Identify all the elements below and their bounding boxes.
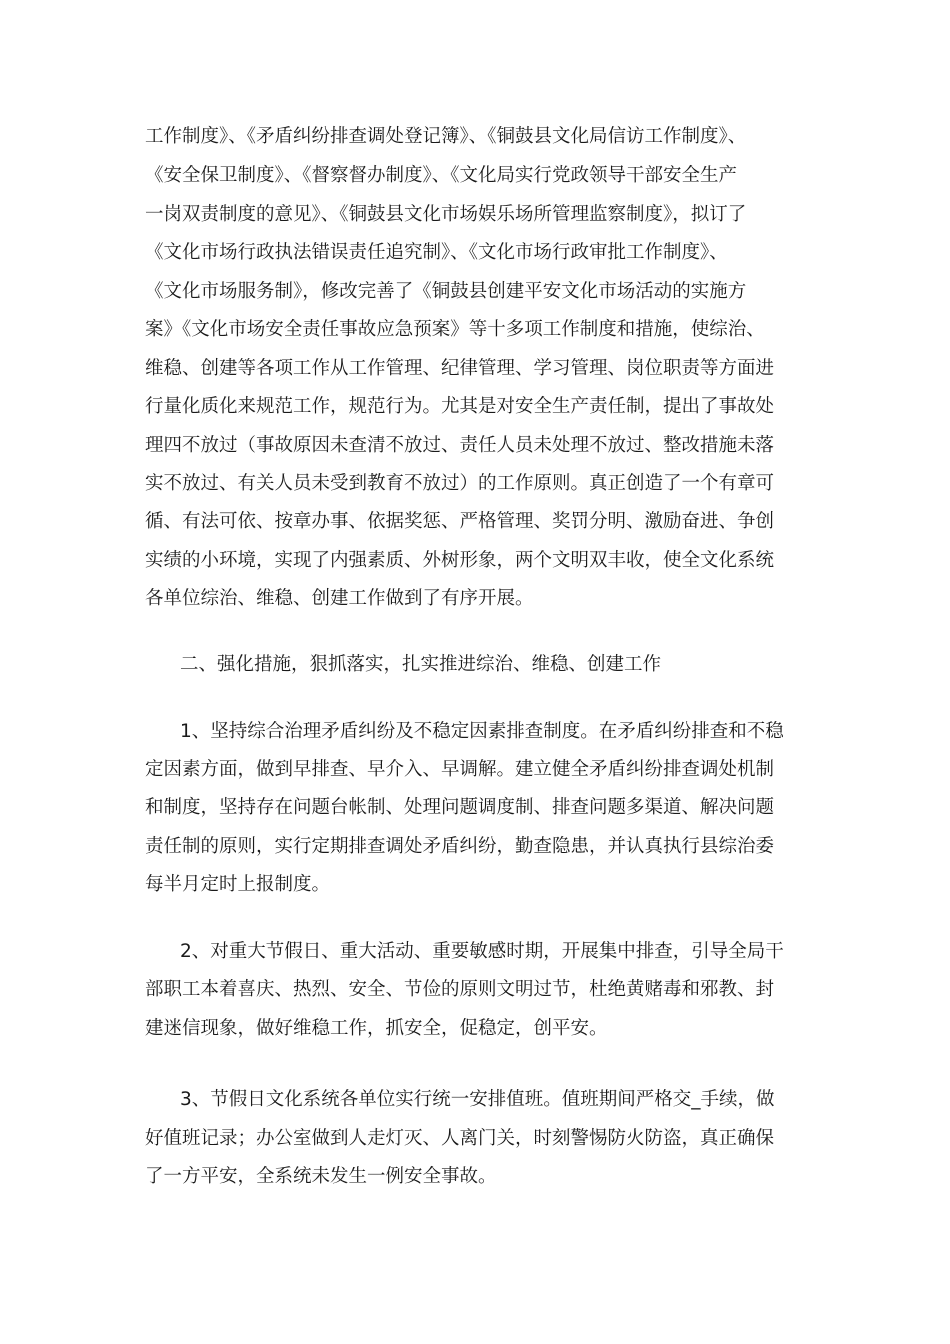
text-line: 《文化市场行政执法错误责任追究制》、《文化市场行政审批工作制度》、 <box>145 242 728 263</box>
text-line: 行量化质化来规范工作，规范行为。尤其是对安全生产责任制，提出了事故处 <box>145 396 775 417</box>
text-line: 责任制的原则，实行定期排查调处矛盾纠纷，勤查隐患，并认真执行县综治委 <box>145 836 775 857</box>
text-line: 好值班记录；办公室做到人走灯灭、人离门关，时刻警惕防火防盗，真正确保 <box>145 1128 775 1149</box>
text-line: 部职工本着喜庆、热烈、安全、节俭的原则文明过节，杜绝黄赌毒和邪教、封 <box>145 979 775 1000</box>
text-line: 3、节假日文化系统各单位实行统一安排值班。值班期间严格交_手续，做 <box>180 1089 775 1110</box>
text-line: 建迷信现象，做好维稳工作，抓安全，促稳定，创平安。 <box>145 1018 608 1039</box>
text-line: 维稳、创建等各项工作从工作管理、纪律管理、学习管理、岗位职责等方面进 <box>145 358 775 379</box>
text-line: 每半月定时上报制度。 <box>145 874 331 895</box>
text-line: 《文化市场服务制》，修改完善了《铜鼓县创建平安文化市场活动的实施方 <box>145 281 747 302</box>
text-line: 各单位综治、维稳、创建工作做到了有序开展。 <box>145 588 534 609</box>
text-line: 定因素方面，做到早排查、早介入、早调解。建立健全矛盾纠纷排查调处机制 <box>145 759 775 780</box>
text-line: 一岗双责制度的意见》、《铜鼓县文化市场娱乐场所管理监察制度》，拟订了 <box>145 204 747 225</box>
text-line: 2、对重大节假日、重大活动、重要敏感时期，开展集中排查，引导全局干 <box>180 941 784 962</box>
text-line: 和制度，坚持存在问题台帐制、处理问题调度制、排查问题多渠道、解决问题 <box>145 797 775 818</box>
section-heading: 二、强化措施，狠抓落实，扎实推进综治、维稳、创建工作 <box>180 654 662 675</box>
text-line: 实不放过、有关人员未受到教育不放过）的工作原则。真正创造了一个有章可 <box>145 473 775 494</box>
text-line: 了一方平安，全系统未发生一例安全事故。 <box>145 1166 497 1187</box>
text-line: 《安全保卫制度》、《督察督办制度》、《文化局实行党政领导干部安全生产 <box>145 165 738 186</box>
text-line: 案》《文化市场安全责任事故应急预案》等十多项工作制度和措施，使综治、 <box>145 319 765 340</box>
text-line: 实绩的小环境，实现了内强素质、外树形象，两个文明双丰收，使全文化系统 <box>145 550 775 571</box>
text-line: 循、有法可依、按章办事、依据奖惩、严格管理、奖罚分明、激励奋进、争创 <box>145 511 775 532</box>
text-line: 理四不放过（事故原因未查清不放过、责任人员未处理不放过、整改措施未落 <box>145 435 775 456</box>
text-line: 1、坚持综合治理矛盾纠纷及不稳定因素排查制度。在矛盾纠纷排查和不稳 <box>180 721 784 742</box>
text-line: 工作制度》、《矛盾纠纷排查调处登记簿》、《铜鼓县文化局信访工作制度》、 <box>145 126 747 147</box>
